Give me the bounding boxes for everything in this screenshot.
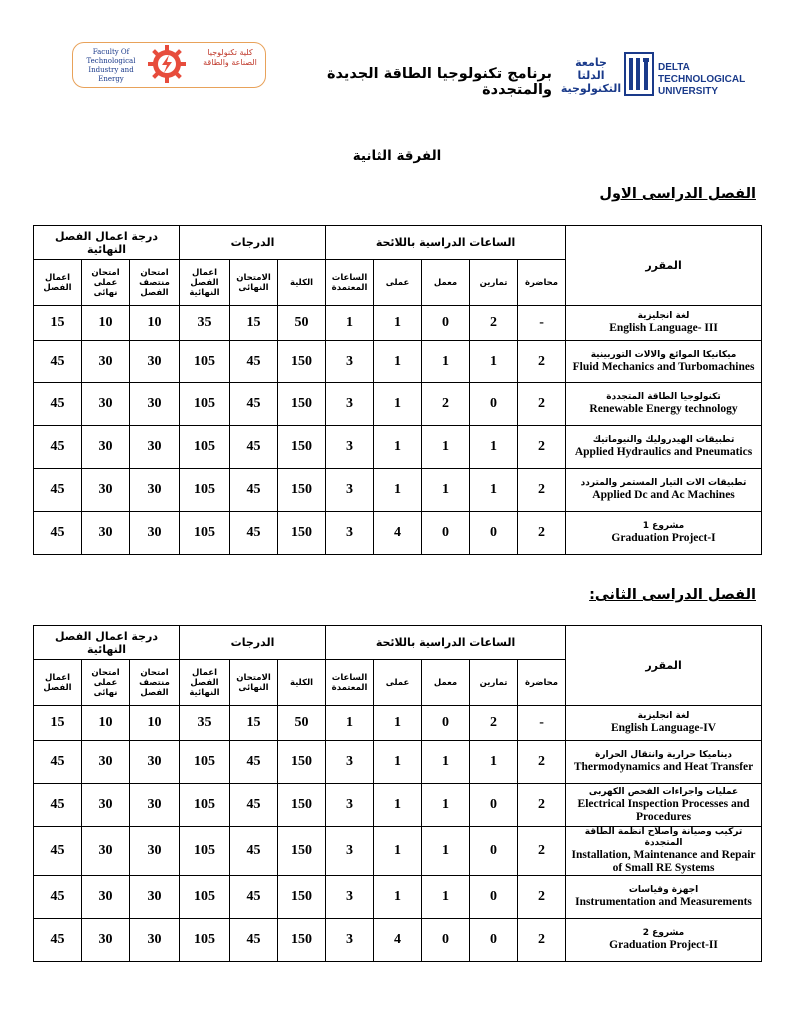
lab-cell: 0 [422, 706, 470, 741]
total-cell: 50 [278, 306, 326, 341]
course-name-en: Applied Dc and Ac Machines [592, 489, 735, 501]
course-name-ar: عمليات واجراءات الفحص الكهربى [588, 786, 739, 797]
final-exam-cell: 45 [230, 827, 278, 876]
course-name-ar: مشروع 1 [642, 521, 685, 531]
final-practical-exam-cell: 30 [82, 426, 130, 469]
total-cell: 150 [278, 512, 326, 555]
semester-1-table [33, 225, 762, 555]
semester-1-title: الفصل الدراسى الاول [599, 186, 756, 202]
final-exam-cell: 45 [230, 784, 278, 827]
faculty-name-en: Faculty Of Technological Industry and Energy [86, 48, 136, 83]
course-name-en: English Language-IV [610, 722, 717, 734]
final-practical-exam-header: امتحان عملى نهائى [82, 260, 130, 306]
table-row [34, 512, 762, 555]
table-row [34, 827, 762, 876]
final-coursework-cell: 105 [180, 919, 230, 962]
course-name-en: Installation, Maintenance and Repair of Small RE Systems [571, 849, 756, 874]
lab-cell: 1 [422, 426, 470, 469]
semester-work-header: اعمال الفصل [34, 260, 82, 306]
midterm-exam-header: امتحان منتصف الفصل [130, 260, 180, 306]
semester-work-cell: 45 [34, 876, 82, 919]
course-header: المقرر [566, 626, 762, 706]
credit-hours-cell: 1 [326, 306, 374, 341]
lab-cell: 0 [422, 512, 470, 555]
final-coursework-cell: 35 [180, 306, 230, 341]
final-practical-exam-cell: 30 [82, 383, 130, 426]
total-cell: 150 [278, 341, 326, 383]
final-practical-exam-cell: 30 [82, 827, 130, 876]
credit-hours-header: الساعات المعتمدة [326, 260, 374, 306]
course-name-ar: تكنولوجيا الطاقة المتجددة [606, 392, 721, 402]
lab-cell: 1 [422, 741, 470, 784]
exercises-cell: 0 [470, 919, 518, 962]
credit-hours-header: الساعات المعتمدة [326, 660, 374, 706]
final-coursework-cell: 105 [180, 341, 230, 383]
exercises-cell: 0 [470, 827, 518, 876]
exercises-cell: 0 [470, 383, 518, 426]
practical-cell: 4 [374, 512, 422, 555]
final-exam-cell: 45 [230, 919, 278, 962]
course-name-cell [566, 512, 762, 555]
final-practical-exam-cell: 30 [82, 741, 130, 784]
course-name-ar: اجهزة وقياسات [628, 885, 699, 895]
final-practical-exam-cell: 10 [82, 706, 130, 741]
program-title: برنامج تكنولوجيا الطاقة الجديدة والمتجددة [326, 66, 552, 98]
credit-hours-cell: 3 [326, 876, 374, 919]
exercises-cell: 1 [470, 469, 518, 512]
course-name-en: Graduation Project-II [609, 939, 718, 951]
course-name-ar: مشروع 2 [642, 928, 685, 938]
total-cell: 150 [278, 919, 326, 962]
table-row [34, 341, 762, 383]
practical-cell: 1 [374, 341, 422, 383]
lecture-header: محاضرة [518, 660, 566, 706]
lab-cell: 1 [422, 341, 470, 383]
exercises-cell: 0 [470, 784, 518, 827]
semester-work-cell: 45 [34, 919, 82, 962]
grades-group-header: الدرجات [180, 226, 326, 260]
table-row [34, 876, 762, 919]
credit-hours-cell: 3 [326, 919, 374, 962]
table-row [34, 741, 762, 784]
midterm-exam-header: امتحان منتصف الفصل [130, 660, 180, 706]
midterm-exam-cell: 10 [130, 706, 180, 741]
final-coursework-cell: 105 [180, 741, 230, 784]
midterm-exam-cell: 30 [130, 876, 180, 919]
final-coursework-cell: 105 [180, 876, 230, 919]
lab-header: معمل [422, 660, 470, 706]
practical-cell: 1 [374, 876, 422, 919]
final-practical-exam-cell: 30 [82, 512, 130, 555]
total-cell: 150 [278, 784, 326, 827]
final-exam-cell: 15 [230, 706, 278, 741]
final-coursework-cell: 35 [180, 706, 230, 741]
page-header [0, 0, 794, 110]
course-name-ar: ديناميكا حرارية وانتقال الحرارة [595, 750, 733, 760]
final-coursework-cell: 105 [180, 383, 230, 426]
exercises-cell: 0 [470, 512, 518, 555]
total-cell: 50 [278, 706, 326, 741]
total-cell: 150 [278, 741, 326, 784]
credit-hours-cell: 3 [326, 512, 374, 555]
course-name-en: Renewable Energy technology [589, 403, 738, 415]
course-name-ar: تركيب وصيانة واصلاح انظمة الطاقة المتجددة [584, 827, 743, 848]
total-header: الكلية [278, 660, 326, 706]
credit-hours-cell: 3 [326, 827, 374, 876]
course-name-cell [566, 426, 762, 469]
credit-hours-cell: 3 [326, 469, 374, 512]
lecture-cell: 2 [518, 919, 566, 962]
final-practical-exam-cell: 30 [82, 876, 130, 919]
lab-cell: 0 [422, 919, 470, 962]
lecture-cell: - [518, 706, 566, 741]
semester-work-cell: 45 [34, 426, 82, 469]
exercises-cell: 2 [470, 706, 518, 741]
final-coursework-cell: 105 [180, 469, 230, 512]
final-coursework-cell: 105 [180, 426, 230, 469]
lecture-cell: 2 [518, 426, 566, 469]
credit-hours-cell: 3 [326, 383, 374, 426]
final-exam-cell: 45 [230, 383, 278, 426]
practical-header: عملى [374, 260, 422, 306]
midterm-exam-cell: 30 [130, 383, 180, 426]
practical-cell: 1 [374, 383, 422, 426]
table-row [34, 306, 762, 341]
lecture-cell: 2 [518, 512, 566, 555]
lecture-header: محاضرة [518, 260, 566, 306]
final-exam-cell: 15 [230, 306, 278, 341]
final-practical-exam-cell: 30 [82, 341, 130, 383]
year-title: الفرقة الثانية [352, 148, 442, 164]
exercises-cell: 0 [470, 876, 518, 919]
final-exam-cell: 45 [230, 341, 278, 383]
lab-cell: 2 [422, 383, 470, 426]
course-name-en: Applied Hydraulics and Pneumatics [574, 446, 753, 458]
course-name-en: Fluid Mechanics and Turbomachines [572, 360, 755, 373]
final-exam-cell: 45 [230, 876, 278, 919]
table-row [34, 784, 762, 827]
exercises-header: تمارين [470, 660, 518, 706]
semester-work-cell: 15 [34, 306, 82, 341]
semester-work-cell: 45 [34, 741, 82, 784]
midterm-exam-cell: 30 [130, 512, 180, 555]
lab-header: معمل [422, 260, 470, 306]
final-practical-exam-cell: 30 [82, 469, 130, 512]
lecture-cell: 2 [518, 784, 566, 827]
semester-work-cell: 45 [34, 827, 82, 876]
hours-group-header: الساعات الدراسية باللائحة [326, 226, 566, 260]
midterm-exam-cell: 10 [130, 306, 180, 341]
table-header-row [34, 226, 762, 260]
semester-work-cell: 45 [34, 469, 82, 512]
total-header: الكلية [278, 260, 326, 306]
practical-cell: 1 [374, 784, 422, 827]
course-name-en: Instrumentation and Measurements [575, 896, 752, 908]
coursework-group-header: درجة اعمال الفصل النهائية [34, 226, 180, 260]
final-coursework-cell: 105 [180, 784, 230, 827]
course-name-cell [566, 876, 762, 919]
university-name-en: DELTA TECHNOLOGICAL UNIVERSITY [658, 62, 746, 97]
course-name-cell [566, 469, 762, 512]
final-practical-exam-cell: 10 [82, 306, 130, 341]
midterm-exam-cell: 30 [130, 426, 180, 469]
course-name-cell [566, 741, 762, 784]
credit-hours-cell: 1 [326, 706, 374, 741]
credit-hours-cell: 3 [326, 426, 374, 469]
semester-2-title: الفصل الدراسى الثانى: [589, 587, 756, 603]
total-cell: 150 [278, 827, 326, 876]
course-name-cell [566, 306, 762, 341]
course-name-cell [566, 827, 762, 876]
final-practical-exam-cell: 30 [82, 784, 130, 827]
practical-header: عملى [374, 660, 422, 706]
midterm-exam-cell: 30 [130, 784, 180, 827]
coursework-group-header: درجة اعمال الفصل النهائية [34, 626, 180, 660]
course-name-en: Graduation Project-I [611, 532, 716, 544]
midterm-exam-cell: 30 [130, 827, 180, 876]
final-exam-header: الامتحان النهائى [230, 260, 278, 306]
lecture-cell: 2 [518, 383, 566, 426]
course-name-ar: لغة انجليزية [637, 311, 690, 321]
lab-cell: 1 [422, 827, 470, 876]
final-coursework-header: اعمال الفصل النهائية [180, 660, 230, 706]
practical-cell: 4 [374, 919, 422, 962]
final-practical-exam-cell: 30 [82, 919, 130, 962]
semester-work-cell: 15 [34, 706, 82, 741]
semester-work-cell: 45 [34, 512, 82, 555]
semester-work-header: اعمال الفصل [34, 660, 82, 706]
course-header: المقرر [566, 226, 762, 306]
table-header-row [34, 626, 762, 660]
exercises-cell: 1 [470, 741, 518, 784]
lab-cell: 1 [422, 876, 470, 919]
course-name-cell [566, 706, 762, 741]
grades-group-header: الدرجات [180, 626, 326, 660]
lab-cell: 0 [422, 306, 470, 341]
table-row [34, 426, 762, 469]
midterm-exam-cell: 30 [130, 469, 180, 512]
final-practical-exam-header: امتحان عملى نهائى [82, 660, 130, 706]
course-name-ar: ميكانيكا الموائع والالات التوربينية [590, 349, 737, 360]
credit-hours-cell: 3 [326, 784, 374, 827]
final-exam-cell: 45 [230, 741, 278, 784]
exercises-cell: 1 [470, 341, 518, 383]
faculty-name-ar: كلية تكنولوجيا الصناعة والطاقة [203, 48, 257, 67]
final-exam-cell: 45 [230, 426, 278, 469]
midterm-exam-cell: 30 [130, 919, 180, 962]
exercises-header: تمارين [470, 260, 518, 306]
course-name-cell [566, 341, 762, 383]
lecture-cell: - [518, 306, 566, 341]
final-exam-cell: 45 [230, 512, 278, 555]
faculty-logo [72, 42, 266, 88]
practical-cell: 1 [374, 306, 422, 341]
semester-work-cell: 45 [34, 341, 82, 383]
course-name-en: English Language- III [609, 322, 718, 334]
lecture-cell: 2 [518, 827, 566, 876]
practical-cell: 1 [374, 827, 422, 876]
table-row [34, 706, 762, 741]
exercises-cell: 1 [470, 426, 518, 469]
semester-work-cell: 45 [34, 383, 82, 426]
final-exam-header: الامتحان النهائى [230, 660, 278, 706]
midterm-exam-cell: 30 [130, 341, 180, 383]
university-logo-icon [624, 52, 654, 96]
table-row [34, 383, 762, 426]
practical-cell: 1 [374, 426, 422, 469]
course-name-cell [566, 784, 762, 827]
final-coursework-cell: 105 [180, 512, 230, 555]
lecture-cell: 2 [518, 741, 566, 784]
total-cell: 150 [278, 426, 326, 469]
final-exam-cell: 45 [230, 469, 278, 512]
lecture-cell: 2 [518, 469, 566, 512]
total-cell: 150 [278, 469, 326, 512]
final-coursework-header: اعمال الفصل النهائية [180, 260, 230, 306]
midterm-exam-cell: 30 [130, 741, 180, 784]
course-name-cell [566, 919, 762, 962]
final-coursework-cell: 105 [180, 827, 230, 876]
total-cell: 150 [278, 876, 326, 919]
credit-hours-cell: 3 [326, 741, 374, 784]
lecture-cell: 2 [518, 876, 566, 919]
lab-cell: 1 [422, 784, 470, 827]
semester-2-table [33, 625, 762, 962]
exercises-cell: 2 [470, 306, 518, 341]
credit-hours-cell: 3 [326, 341, 374, 383]
gear-lightning-icon [147, 44, 187, 84]
course-name-ar: تطبيقات الهيدروليك والنيوماتيك [592, 435, 735, 445]
lab-cell: 1 [422, 469, 470, 512]
practical-cell: 1 [374, 741, 422, 784]
course-name-cell [566, 383, 762, 426]
total-cell: 150 [278, 383, 326, 426]
course-name-en: Electrical Inspection Processes and Procedures [577, 797, 750, 823]
lecture-cell: 2 [518, 341, 566, 383]
course-name-ar: لغة انجليزية [637, 711, 690, 721]
university-name-ar: جامعة الدلتا التكنولوجية [560, 56, 622, 95]
table-row [34, 469, 762, 512]
table-row [34, 919, 762, 962]
hours-group-header: الساعات الدراسية باللائحة [326, 626, 566, 660]
practical-cell: 1 [374, 706, 422, 741]
course-name-ar: تطبيقات الات التيار المستمر والمتردد [580, 478, 747, 488]
course-name-en: Thermodynamics and Heat Transfer [573, 761, 754, 773]
semester-work-cell: 45 [34, 784, 82, 827]
practical-cell: 1 [374, 469, 422, 512]
